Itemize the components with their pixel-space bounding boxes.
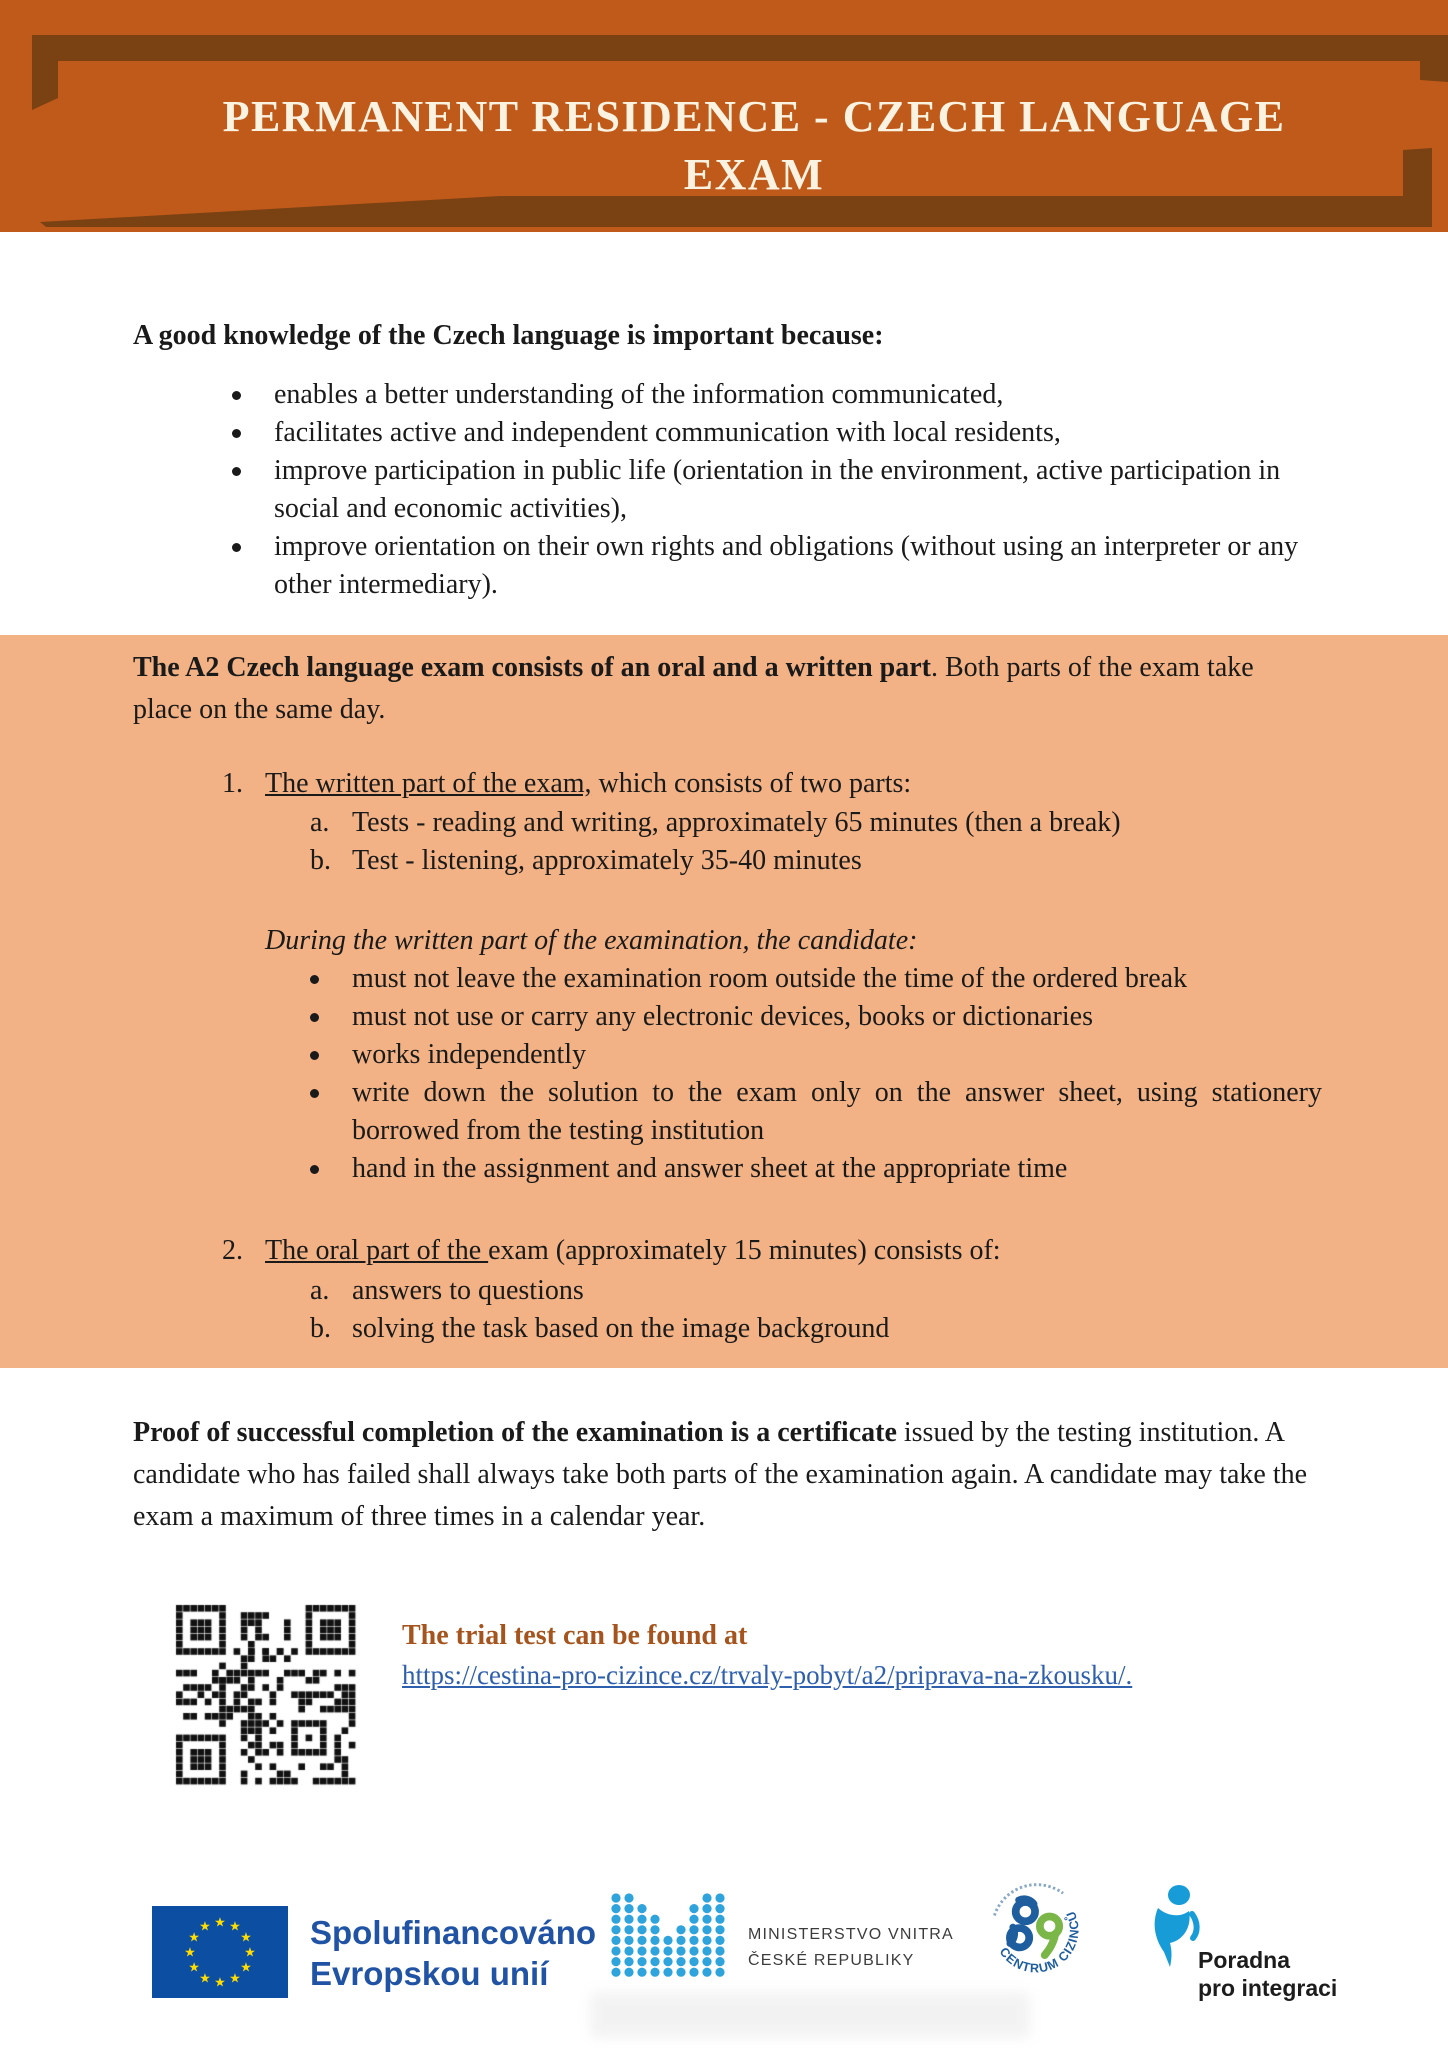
item2-rest: exam (approximately 15 minutes) consists of:	[488, 1235, 1001, 1266]
poradna-text-line1: Poradna	[1198, 1947, 1291, 1973]
item2-underlined: The oral part of the	[265, 1235, 489, 1266]
svg-text:★: ★	[184, 1944, 196, 1960]
list-item: improve orientation on their own rights and obligations (without using an interpreter or any other intermediary).	[202, 528, 1320, 604]
poradna-logo-icon	[1148, 1884, 1204, 1968]
page-title	[0, 88, 1448, 204]
centrum-arc-text: CENTRUM CIZINCŮ	[996, 1908, 1082, 1976]
during-written-heading: During the written part of the examination, the candidate:	[265, 925, 918, 956]
eu-text-line2: Evropskou unií	[310, 1955, 549, 1992]
svg-text:★: ★	[214, 1914, 226, 1930]
intro-heading: A good knowledge of the Czech language is important because:	[133, 320, 884, 351]
eu-flag-logo	[152, 1906, 288, 1998]
sub-item-text: Tests - reading and writing, approximately 65 minutes (then a break)	[352, 807, 1121, 838]
qr-code	[168, 1597, 364, 1793]
list-item: must not leave the examination room outside the time of the ordered break	[280, 960, 1322, 998]
item1-rest: which consists of two parts:	[591, 768, 912, 799]
svg-text:★: ★	[229, 1970, 241, 1986]
print-smudge-artifact	[590, 1992, 1030, 2038]
list-item: improve participation in public life (orientation in the environment, active participation in social and economic activities),	[202, 452, 1320, 528]
list-item: must not use or carry any electronic devices, books or dictionaries	[280, 998, 1322, 1036]
page-title-line1: PERMANENT RESIDENCE - CZECH LANGUAGE	[222, 92, 1286, 141]
ministry-logo-icon	[610, 1892, 732, 1980]
trial-test-label: The trial test can be found at	[402, 1620, 748, 1651]
poradna-arm	[1192, 1914, 1197, 1938]
sub-item-1b	[310, 842, 1350, 880]
sub-item-label: a.	[310, 807, 330, 838]
svg-text:★: ★	[240, 1929, 252, 1945]
ministry-text-line1: MINISTERSTVO VNITRA	[748, 1926, 954, 1943]
sub-item-text: solving the task based on the image background	[352, 1313, 890, 1344]
certificate-bold: Proof of successful completion of the examination is a certificate	[133, 1417, 897, 1448]
certificate-paragraph	[133, 1412, 1323, 1538]
eu-text-line1: Spolufinancováno	[310, 1914, 597, 1951]
exam-lead-bold: The A2 Czech language exam consists of an oral and a written part	[133, 652, 931, 683]
svg-text:★: ★	[240, 1959, 252, 1975]
during-bullet-list	[280, 960, 1322, 1188]
svg-text:★: ★	[199, 1970, 211, 1986]
svg-text:★: ★	[188, 1959, 200, 1975]
sub-item-1a	[310, 804, 1350, 842]
poradna-text	[1198, 1946, 1337, 2002]
item-number: 1.	[222, 768, 243, 799]
ministry-text	[748, 1922, 954, 1974]
list-item: hand in the assignment and answer sheet at the appropriate time	[280, 1150, 1322, 1188]
ministry-text-line2: ČESKÉ REPUBLIKY	[748, 1952, 915, 1969]
item-number: 2.	[222, 1235, 243, 1266]
sub-item-text: Test - listening, approximately 35-40 minutes	[352, 845, 862, 876]
sub-item-label: b.	[310, 845, 331, 876]
svg-text:★: ★	[244, 1944, 256, 1960]
exam-lead-paragraph	[133, 647, 1318, 731]
intro-bullet-list	[202, 376, 1320, 604]
sub-item-label: a.	[310, 1275, 330, 1306]
poradna-text-line2: pro integraci	[1198, 1975, 1338, 2001]
centrum-cizincu-logo	[978, 1872, 1094, 1988]
sub-item-label: b.	[310, 1313, 331, 1344]
eu-cofunded-text	[310, 1912, 596, 1994]
trial-test-link[interactable]: https://cestina-pro-cizince.cz/trvaly-pobyt/a2/priprava-na-zkousku/.	[402, 1660, 1133, 1690]
svg-text:★: ★	[199, 1918, 211, 1934]
svg-text:★: ★	[188, 1929, 200, 1945]
sub-item-2a	[310, 1272, 1350, 1310]
poradna-body	[1155, 1908, 1190, 1967]
list-item: facilitates active and independent communication with local residents,	[202, 414, 1320, 452]
sub-item-text: answers to questions	[352, 1275, 584, 1306]
list-item: enables a better understanding of the information communicated,	[202, 376, 1320, 414]
svg-text:★: ★	[214, 1974, 226, 1990]
sub-item-2b	[310, 1310, 1350, 1348]
numbered-item-1	[222, 765, 1332, 803]
list-item: write down the solution to the exam only on the answer sheet, using stationery borrowed from the testing institution	[280, 1074, 1322, 1150]
numbered-item-2	[222, 1232, 1332, 1270]
exam-lead-rest: . Both parts of the exam take place on the same day.	[133, 652, 1254, 725]
list-item: works independently	[280, 1036, 1322, 1074]
certificate-rest: issued by the testing institution. A candidate who has failed shall always take both parts of the examination again. A candidate may take the exam a maximum of three times in a calendar year.	[133, 1417, 1308, 1532]
page-title-line2: EXAM	[683, 150, 825, 199]
item1-underlined: The written part of the exam,	[265, 768, 592, 799]
svg-text:★: ★	[229, 1918, 241, 1934]
header-banner	[0, 0, 1448, 232]
